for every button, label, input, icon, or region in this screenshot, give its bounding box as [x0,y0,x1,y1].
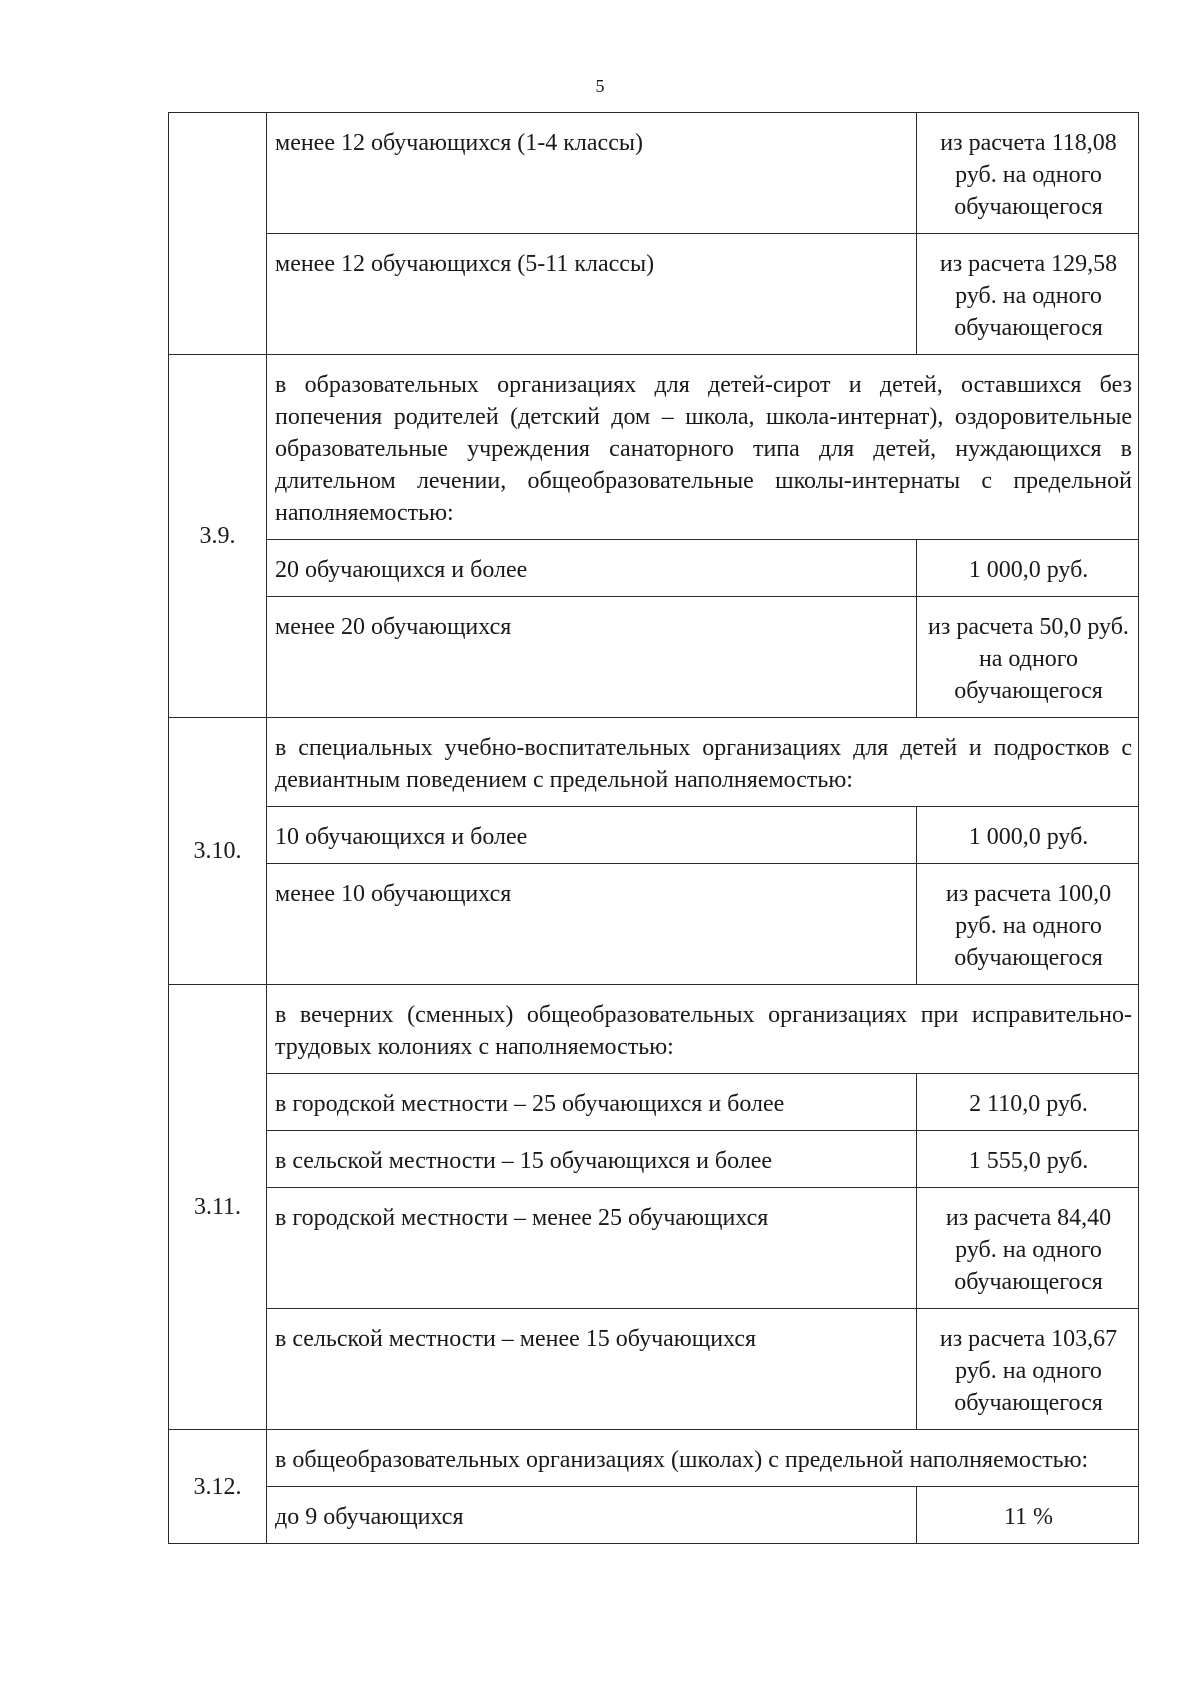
table-row [169,597,1139,718]
row-value: из расчета 103,67 руб. на одного обучающегося [917,1309,1139,1430]
row-value: 11 % [917,1487,1139,1544]
row-label: менее 20 обучающихся [267,597,917,718]
table-row [169,234,1139,355]
row-value: из расчета 50,0 руб. на одного обучающегося [917,597,1139,718]
table-row [169,1131,1139,1188]
section-heading: в образовательных организациях для детей-сирот и детей, оставшихся без попечения родителей (детский дом – школа, школа-интернат), оздоровительные образовательные учреждения санаторного типа для детей, нуждающихся в длительном лечении, общеобразовательные школы-интернаты с предельной наполняемостью: [267,355,1139,540]
row-value: из расчета 118,08 руб. на одного обучающегося [917,113,1139,234]
row-value: 1 000,0 руб. [917,807,1139,864]
row-label: 10 обучающихся и более [267,807,917,864]
section-number [169,113,267,355]
table-row [169,1074,1139,1131]
row-value: из расчета 100,0 руб. на одного обучающегося [917,864,1139,985]
row-value: 2 110,0 руб. [917,1074,1139,1131]
section-number: 3.12. [169,1430,267,1544]
section-heading: в общеобразовательных организациях (школах) с предельной наполняемостью: [267,1430,1139,1487]
table-row [169,864,1139,985]
table-row [169,355,1139,540]
row-value: 1 000,0 руб. [917,540,1139,597]
table-row [169,113,1139,234]
table-row [169,985,1139,1074]
table-row [169,1309,1139,1430]
table-row [169,1188,1139,1309]
row-label: до 9 обучающихся [267,1487,917,1544]
table-row [169,1430,1139,1487]
table-row [169,1487,1139,1544]
section-number: 3.9. [169,355,267,718]
row-label: в городской местности – 25 обучающихся и более [267,1074,917,1131]
row-value: из расчета 84,40 руб. на одного обучающегося [917,1188,1139,1309]
page-number: 5 [595,76,605,96]
row-label: менее 12 обучающихся (5-11 классы) [267,234,917,355]
tariff-table [168,112,1139,1544]
section-number: 3.10. [169,718,267,985]
section-heading: в специальных учебно-воспитательных организациях для детей и подростков с девиантным поведением с предельной наполняемостью: [267,718,1139,807]
row-label: менее 12 обучающихся (1-4 классы) [267,113,917,234]
row-label: 20 обучающихся и более [267,540,917,597]
row-label: менее 10 обучающихся [267,864,917,985]
section-number: 3.11. [169,985,267,1430]
row-label: в сельской местности – 15 обучающихся и более [267,1131,917,1188]
row-value: из расчета 129,58 руб. на одного обучающегося [917,234,1139,355]
table-row [169,540,1139,597]
table-row [169,807,1139,864]
row-value: 1 555,0 руб. [917,1131,1139,1188]
row-label: в городской местности – менее 25 обучающихся [267,1188,917,1309]
section-heading: в вечерних (сменных) общеобразовательных организациях при исправительно-трудовых колониях с наполняемостью: [267,985,1139,1074]
row-label: в сельской местности – менее 15 обучающихся [267,1309,917,1430]
table-row [169,718,1139,807]
